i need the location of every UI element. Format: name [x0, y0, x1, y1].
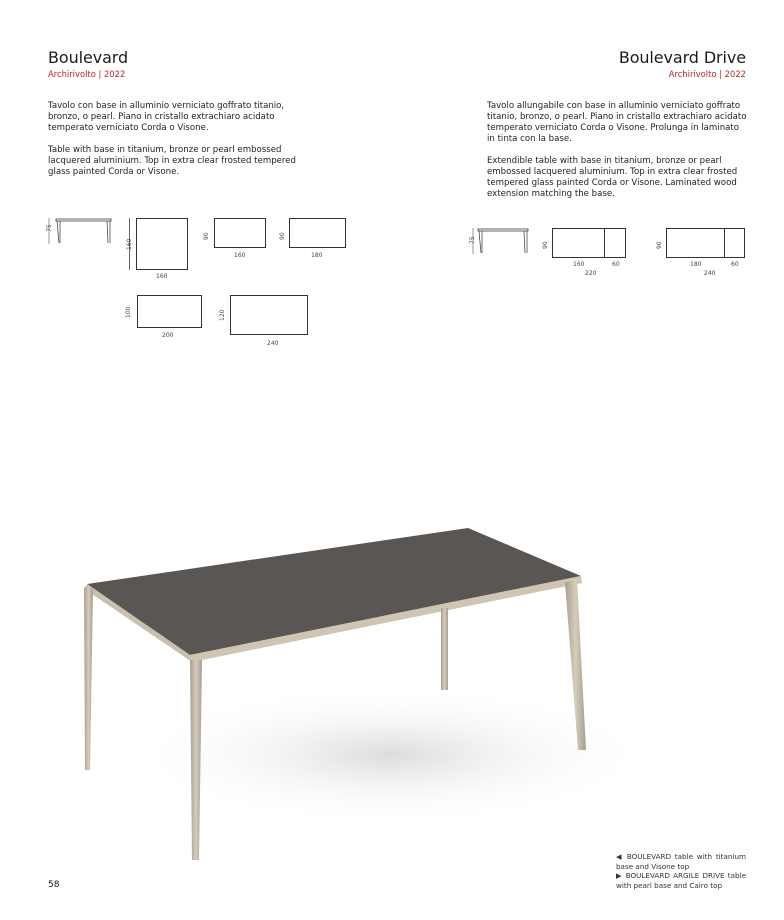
right-desc-english: Extendible table with base in titanium, bronze or pearl embossed lacquered aluminium. Top in extra clear frosted tempered glass painted Corda or Visone. Laminated wood extension matching the base. [487, 156, 738, 199]
right-subtitle: Archirivolto | 2022 [668, 69, 746, 79]
left-r3-bottom: 200 [162, 332, 174, 339]
left-r4-side: 120 [219, 309, 226, 321]
left-plan-rect-200 [137, 295, 202, 328]
left-sq-bottom: 160 [156, 273, 168, 280]
right-triangle-icon: ▶ [616, 871, 626, 881]
left-elevation-drawing [44, 216, 116, 246]
right-description [487, 101, 747, 211]
left-plan-rect-160 [214, 218, 266, 248]
left-r1-side: 90 [203, 232, 210, 240]
left-desc-italian: Tavolo con base in alluminio verniciato goffrato titanio, bronzo, o pearl. Piano in cristallo extrachiaro acidato temperato verniciato Corda o Visone. [48, 101, 285, 133]
right-plan-ext-220 [552, 228, 626, 258]
left-r3-side: 100 [125, 306, 132, 318]
page-number: 58 [48, 880, 60, 890]
right-e1-a: 160 [573, 261, 585, 268]
extension-divider [604, 229, 605, 257]
photo-caption [616, 852, 746, 890]
right-plan-ext-240 [666, 228, 745, 258]
caption-line-1: ◀ BOULEVARD table with titanium base and Visone top [616, 852, 747, 871]
left-r2-bottom: 180 [311, 252, 323, 259]
extension-divider [724, 229, 725, 257]
right-title: Boulevard Drive [618, 48, 746, 67]
left-r2-side: 90 [279, 232, 286, 240]
right-e1-total: 220 [585, 270, 597, 277]
left-description [48, 101, 310, 189]
right-e2-a: 180 [690, 261, 702, 268]
right-elev-height: 75 [469, 236, 476, 244]
left-plan-rect-240 [230, 295, 308, 335]
left-sq-side: 160 [126, 238, 133, 250]
right-elevation-drawing [468, 226, 532, 256]
left-r4-bottom: 240 [267, 340, 279, 347]
right-e2-b: 60 [731, 261, 739, 268]
right-e2-total: 240 [704, 270, 716, 277]
left-plan-square [136, 218, 188, 270]
left-subtitle: Archirivolto | 2022 [48, 69, 126, 79]
right-desc-italian: Tavolo allungabile con base in alluminio verniciato goffrato titanio, bronzo, o pearl. Piano in cristallo extrachiaro acidato temperato verniciato Corda o Visone. Prolunga in laminato in tinta con la base. [487, 101, 747, 144]
left-desc-english: Table with base in titanium, bronze or pearl embossed lacquered aluminium. Top in extra clear frosted tempered glass painted Corda or Visone. [48, 145, 297, 177]
caption-line-2: ▶ BOULEVARD ARGILE DRIVE table with pearl base and Cairo top [616, 871, 747, 890]
right-e2-side: 90 [656, 241, 663, 249]
left-title: Boulevard [48, 48, 129, 67]
right-e1-side: 90 [542, 241, 549, 249]
left-plan-rect-180 [289, 218, 346, 248]
table-photo [60, 500, 680, 880]
left-r1-bottom: 160 [234, 252, 246, 259]
right-e1-b: 60 [612, 261, 620, 268]
left-triangle-icon: ◀ [616, 852, 627, 861]
left-elev-height: 75 [46, 224, 53, 232]
